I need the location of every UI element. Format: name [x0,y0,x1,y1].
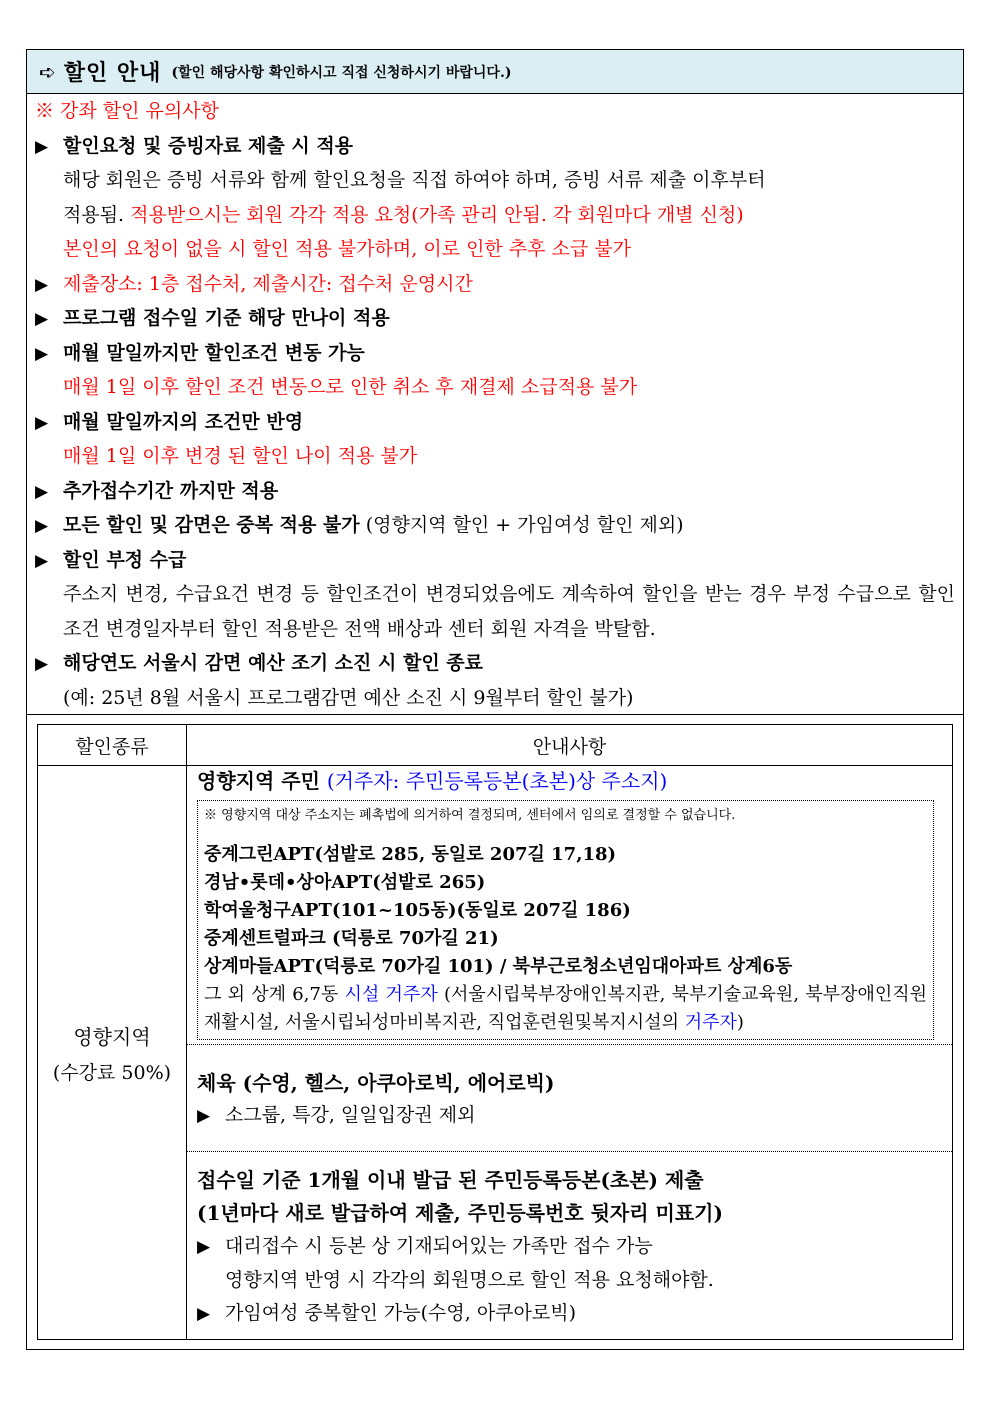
note-text: 매월 1일 이후 변경 된 할인 나이 적용 불가 [63,445,418,467]
bullet-icon: ▶ [197,1304,211,1324]
note-item: ▶ 추가접수기간 까지만 적용 [35,474,955,509]
address-box [197,800,934,1040]
bullet-icon: ▶ [197,1106,211,1126]
resident-title: 영향지역 주민 [197,769,327,793]
document-item: ▶ 가임여성 중복할인 가능(수영, 아쿠아로빅) [197,1297,944,1331]
discount-cautions [27,94,963,715]
discount-notice-box [26,49,964,1350]
note-text: 본인의 요청이 없을 시 할인 적용 불가하며, 이로 인한 추후 소급 불가 [63,238,632,260]
bullet-icon: ▶ [35,654,49,674]
document-section [187,1151,952,1339]
resident-section [187,766,952,1040]
bullet-icon: ▶ [35,136,49,157]
table-header: 안내사항 [187,725,953,766]
note-item: ▶ 할인요청 및 증빙자료 제출 시 적용 [35,129,955,164]
note-text: 적용됨. 적용받으시는 회원 각각 적용 요청(가족 관리 안됨. 각 회원마다 개별 신청) [63,203,744,226]
bullet-icon: ▶ [197,1237,211,1257]
section-title: 할인 안내 [63,60,162,86]
bullet-icon: ▶ [35,481,49,502]
bullet-icon: ▶ [35,274,49,295]
note-text: 해당 회원은 증빙 서류와 함께 할인요청을 직접 하여야 하며, 증빙 서류 제출 이후부터 [63,169,766,191]
document-item-continued: 영향지역 반영 시 각각의 회원명으로 할인 적용 요청해야함. [225,1269,714,1291]
section-header [27,50,963,94]
address-line: 중계그린APT(섬밭로 285, 동일로 207길 17,18) [204,844,617,865]
document-item: ▶ 대리접수 시 등본 상 기재되어있는 가족만 접수 가능 [197,1230,944,1264]
address-line: 중계센트럴파크 (덕릉로 70가길 21) [204,928,499,949]
other-residents: 그 외 상계 6,7동 시설 거주자 (서울시립북부장애인복지관, 북부기술교육원, 북부장애인직원재활시설, 서울시립뇌성마비복지관, 직업훈련원및복지시설의 거주자) [204,984,927,1033]
table-row [38,766,953,1340]
arrow-right-icon: ➪ [39,59,56,84]
table-header-row [38,725,953,766]
note-item: ▶ 매월 말일까지만 할인조건 변동 가능 [35,336,955,371]
document-subtitle: (1년마다 새로 발급하여 제출, 주민등록번호 뒷자리 미표기) [197,1201,723,1225]
note-text: 주소지 변경, 수급요건 변경 등 할인조건이 변경되었음에도 계속하여 할인을 받는 경우 부정 수급으로 할인조건 변경일자부터 할인 적용받은 전액 배상과 센터 회원 자격을 박탈함. [63,583,955,640]
caution-title: ※ 강좌 할인 유의사항 [35,100,219,122]
note-item: ▶ 프로그램 접수일 기준 해당 만나이 적용 [35,301,955,336]
table-header: 할인종류 [38,725,187,766]
note-text: 매월 1일 이후 할인 조건 변동으로 인한 취소 후 재결제 소급적용 불가 [63,376,638,398]
discount-type-cell [38,766,187,1340]
legal-note: ※ 영향지역 대상 주소지는 폐촉법에 의거하여 결정되며, 센터에서 임의로 결정할 수 없습니다. [204,808,736,823]
sports-title: 체육 (수영, 헬스, 아쿠아로빅, 에어로빅) [197,1071,555,1095]
discount-table [37,724,953,1340]
note-item: ▶ 매월 말일까지의 조건만 반영 [35,405,955,440]
document-title: 접수일 기준 1개월 이내 발급 된 주민등록등본(초본) 제출 [197,1168,704,1192]
address-line: 상계마들APT(덕릉로 70가길 101) / 북부근로청소년임대아파트 상계6동 [204,956,793,977]
discount-type-name: 영향지역 [73,1024,151,1049]
note-item: ▶ 해당연도 서울시 감면 예산 조기 소진 시 할인 종료 [35,646,955,681]
discount-info-cell [187,766,953,1340]
note-text: (예: 25년 8월 서울시 프로그램감면 예산 소진 시 9월부터 할인 불가) [63,686,634,709]
sports-item: ▶ 소그룹, 특강, 일일입장권 제외 [197,1099,944,1133]
sports-section [187,1044,952,1151]
address-line: 경남•롯데•상아APT(섬밭로 265) [204,872,486,893]
bullet-icon: ▶ [35,516,49,536]
note-item: ▶ 할인 부정 수급 [35,543,955,578]
bullet-icon: ▶ [35,309,49,329]
address-line: 학여울청구APT(101~105동)(동일로 207길 186) [204,900,631,921]
bullet-icon: ▶ [35,412,49,433]
note-item: ▶ 제출장소: 1층 접수처, 제출시간: 접수처 운영시간 [35,267,955,302]
discount-rate: (수강료 50%) [52,1061,172,1084]
note-item: ▶ 모든 할인 및 감면은 중복 적용 불가 (영향지역 할인 + 가임여성 할인 제외) [35,508,955,543]
section-subtitle: (할인 해당사항 확인하시고 직접 신청하시기 바랍니다.) [171,64,512,81]
resident-note: (거주자: 주민등록등본(초본)상 주소지) [326,769,668,793]
bullet-icon: ▶ [35,550,49,571]
bullet-icon: ▶ [35,343,49,364]
